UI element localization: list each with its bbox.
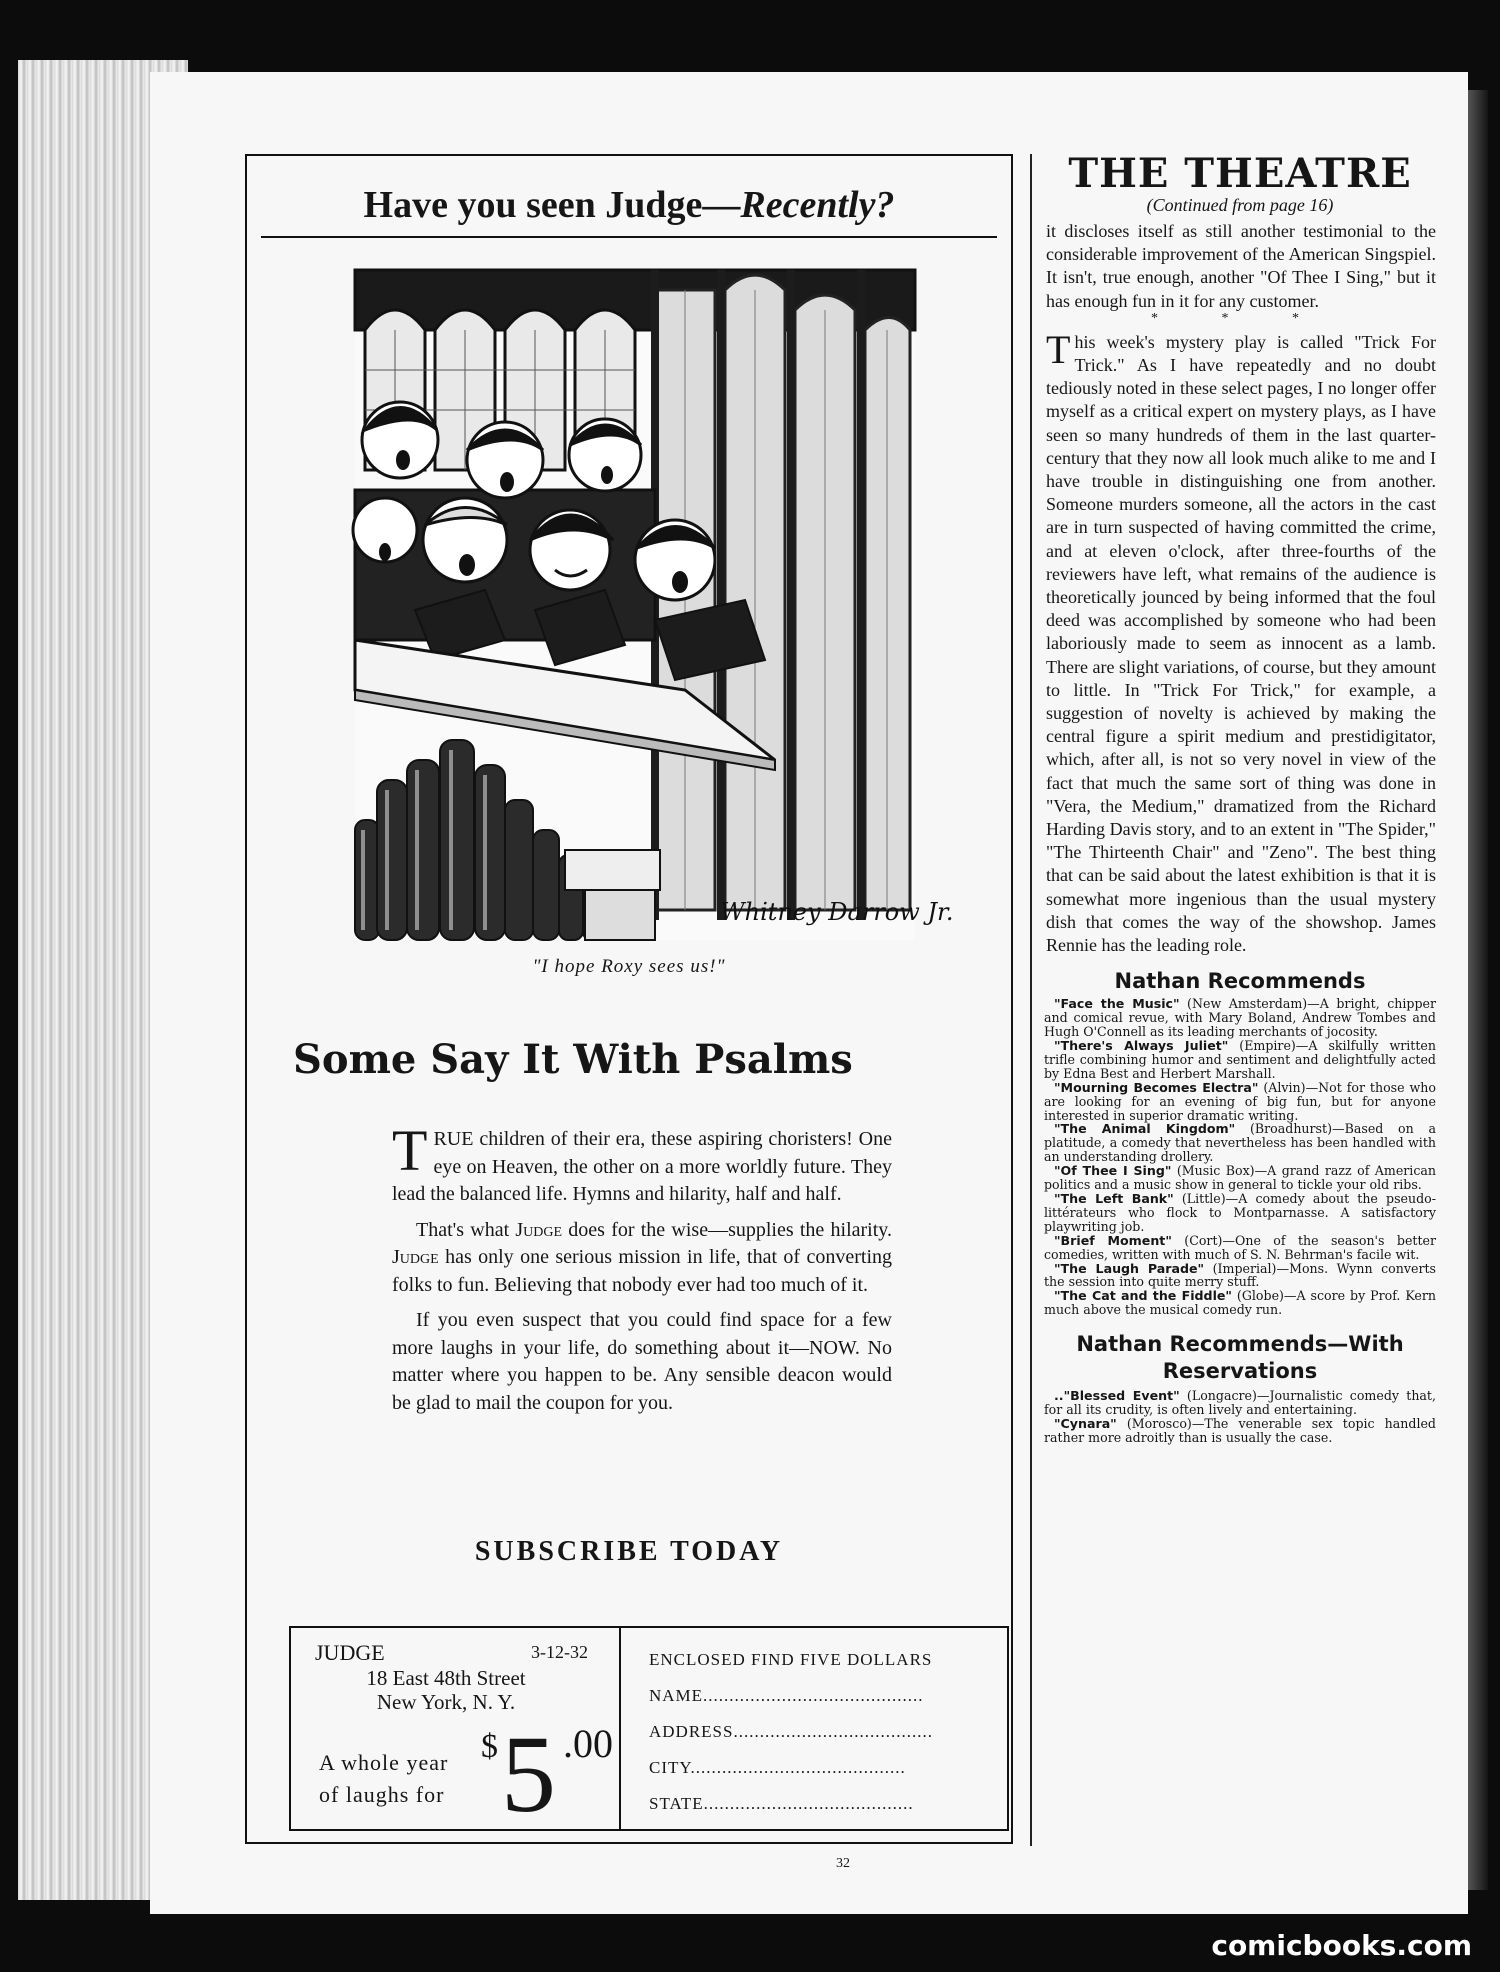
coupon-publisher: JUDGE bbox=[315, 1640, 385, 1665]
theatre-para-2: This week's mystery play is called "Trick For Trick." As I have repeatedly and no doubt tediously noted in these select pages, I no longer offer myself as a critical expert on mystery plays, as I have seen so many hundreds of them in the last quarter-century that they now all look much alike to me and I have trouble in distinguishing one from another. Someone murders someone, all the actors in the cast are in turn suspected of having committed the crime, and at eleven o'clock, after three-fourths of the reviewers have left, what remains of the audience is theoretically jounced by being informed that the foul deed was accomplished by someone who had been laboriously made to seem as innocent as a lamb. There are slight variations, of course, but they amount to little. In "Trick For Trick," for example, a suggestion of novelty is achieved by making the central figure a spirit medium and prestidigitator, which, after all, is not so very novel in view of the fact that much the same sort of thing was done in "Vera, the Medium," dramatized from the Richard Harding Davis story, and to an extent in "The Spider," "The Thirteenth Chair" and "Zeno". The best thing that can be said about the latest exhibition is that it is somewhat more ingenious than the usual mystery dish that comes the way of the showshop. James Rennie has the leading role. bbox=[1046, 326, 1436, 956]
coupon-address-field: ADDRESS...................................... bbox=[649, 1722, 933, 1741]
ad-header: Have you seen Judge—Recently? bbox=[261, 174, 997, 238]
list-item: "The Laugh Parade" (Imperial)—Mons. Wynn converts the session into quite merry stuff. bbox=[1044, 1260, 1436, 1290]
price-whole: 5 bbox=[501, 1713, 556, 1835]
book-spine bbox=[1468, 90, 1488, 1890]
list-item: "Mourning Becomes Electra" (Alvin)—Not for those who are looking for an evening of big fun, but for anyone interested in superior dramatic writing. bbox=[1044, 1079, 1436, 1123]
subscription-coupon bbox=[289, 1626, 1009, 1835]
coupon-address-panel bbox=[291, 1628, 621, 1835]
coupon-state-field: STATE........................................ bbox=[649, 1794, 914, 1813]
reservations-heading: Nathan Recommends—With Reservations bbox=[1076, 1332, 1404, 1384]
list-item: "The Animal Kingdom" (Broadhurst)—Based on a platitude, a comedy that nevertheless has been handled with an understanding drollery. bbox=[1044, 1121, 1436, 1165]
recommends-list bbox=[1044, 997, 1436, 1317]
list-item: "Brief Moment" (Cort)—One of the season's better comedies, written with much of S. N. Behrman's facile wit. bbox=[1044, 1232, 1436, 1262]
list-item: "The Left Bank" (Little)—A comedy about the pseudo-littérateurs who flock to Montparnasse. A satisfactory playwriting job. bbox=[1044, 1190, 1436, 1234]
coupon-name-field: NAME.......................................... bbox=[649, 1686, 924, 1705]
theatre-para-1: it discloses itself as still another testimonial to the considerable improvement of the American Singspiel. It isn't, true enough, another "Of Thee I Sing," but it has enough fun in it for any customer. bbox=[1046, 221, 1436, 311]
price-dollar-sign: $ bbox=[481, 1728, 498, 1765]
list-item: "Face the Music" (New Amsterdam)—A bright, chipper and comical revue, with Mary Boland, Andrew Tombes and Hugh O'Connell as its leading merchants of jocosity. bbox=[1044, 996, 1436, 1040]
list-item: "Cynara" (Morosco)—The venerable sex topic handled rather more adroitly than is usually the case. bbox=[1044, 1415, 1436, 1445]
theatre-title: THE THEATRE bbox=[1068, 150, 1412, 197]
reservations-list bbox=[1044, 1389, 1436, 1445]
list-item: .."Blessed Event" (Longacre)—Journalistic comedy that, for all its crudity, is often lively and entertaining. bbox=[1044, 1388, 1436, 1418]
cartoon-caption: "I hope Roxy sees us!" bbox=[532, 956, 726, 977]
section-break-stars: * * * bbox=[1151, 310, 1329, 326]
column-divider bbox=[1030, 154, 1032, 1846]
coupon-offer-line1: A whole year bbox=[319, 1750, 449, 1775]
coupon-form-panel bbox=[621, 1628, 1007, 1829]
list-item: "Of Thee I Sing" (Music Box)—A grand razz of American politics and a music show in general to tickle your old ribs. bbox=[1044, 1163, 1436, 1193]
svg-text:Whitney Darrow Jr.: Whitney Darrow Jr. bbox=[720, 898, 954, 926]
coupon-street: 18 East 48th Street bbox=[366, 1666, 526, 1690]
price-cents: .00 bbox=[563, 1721, 613, 1766]
coupon-city-field: CITY......................................... bbox=[649, 1758, 906, 1777]
coupon-enclosed-label: ENCLOSED FIND FIVE DOLLARS bbox=[649, 1650, 933, 1669]
page-number: 32 bbox=[836, 1856, 850, 1871]
recommends-heading: Nathan Recommends bbox=[1114, 969, 1366, 994]
coupon-city: New York, N. Y. bbox=[376, 1690, 516, 1714]
ad-body-copy: TRUE children of their era, these aspiring choristers! One eye on Heaven, the other on a more worldly future. They lead the balanced life. Hymns and hilarity, half and half. That's what Judge does for the wise—supplies the hilarity. Judge has only one serious mission in life, that of converting folks to fun. Believing that nobody ever had too much of it. If you even suspect that you could find space for a few more laughs in your life, do something about it—NOW. No matter where you happen to be. Any sensible deacon would be glad to mail the coupon for you. bbox=[392, 1118, 892, 1414]
continued-note: (Continued from page 16) bbox=[1146, 195, 1334, 215]
subscribe-headline: SUBSCRIBE TODAY bbox=[474, 1536, 784, 1567]
list-item: "The Cat and the Fiddle" (Globe)—A score by Prof. Kern much above the musical comedy run. bbox=[1044, 1288, 1436, 1318]
site-watermark: comicbooks.com bbox=[1211, 1929, 1472, 1962]
choir-cartoon-illustration bbox=[355, 270, 954, 940]
coupon-date: 3-12-32 bbox=[531, 1642, 588, 1662]
ad-headline: Some Say It With Psalms bbox=[293, 1036, 853, 1083]
theatre-column bbox=[1040, 150, 1440, 1445]
list-item: "There's Always Juliet" (Empire)—A skilfully written trifle combining humor and sentiment and delightfully acted by Edna Best and Herbert Marshall. bbox=[1044, 1038, 1436, 1081]
coupon-offer-line2: of laughs for bbox=[319, 1782, 445, 1807]
judge-advertisement bbox=[245, 154, 1013, 1844]
